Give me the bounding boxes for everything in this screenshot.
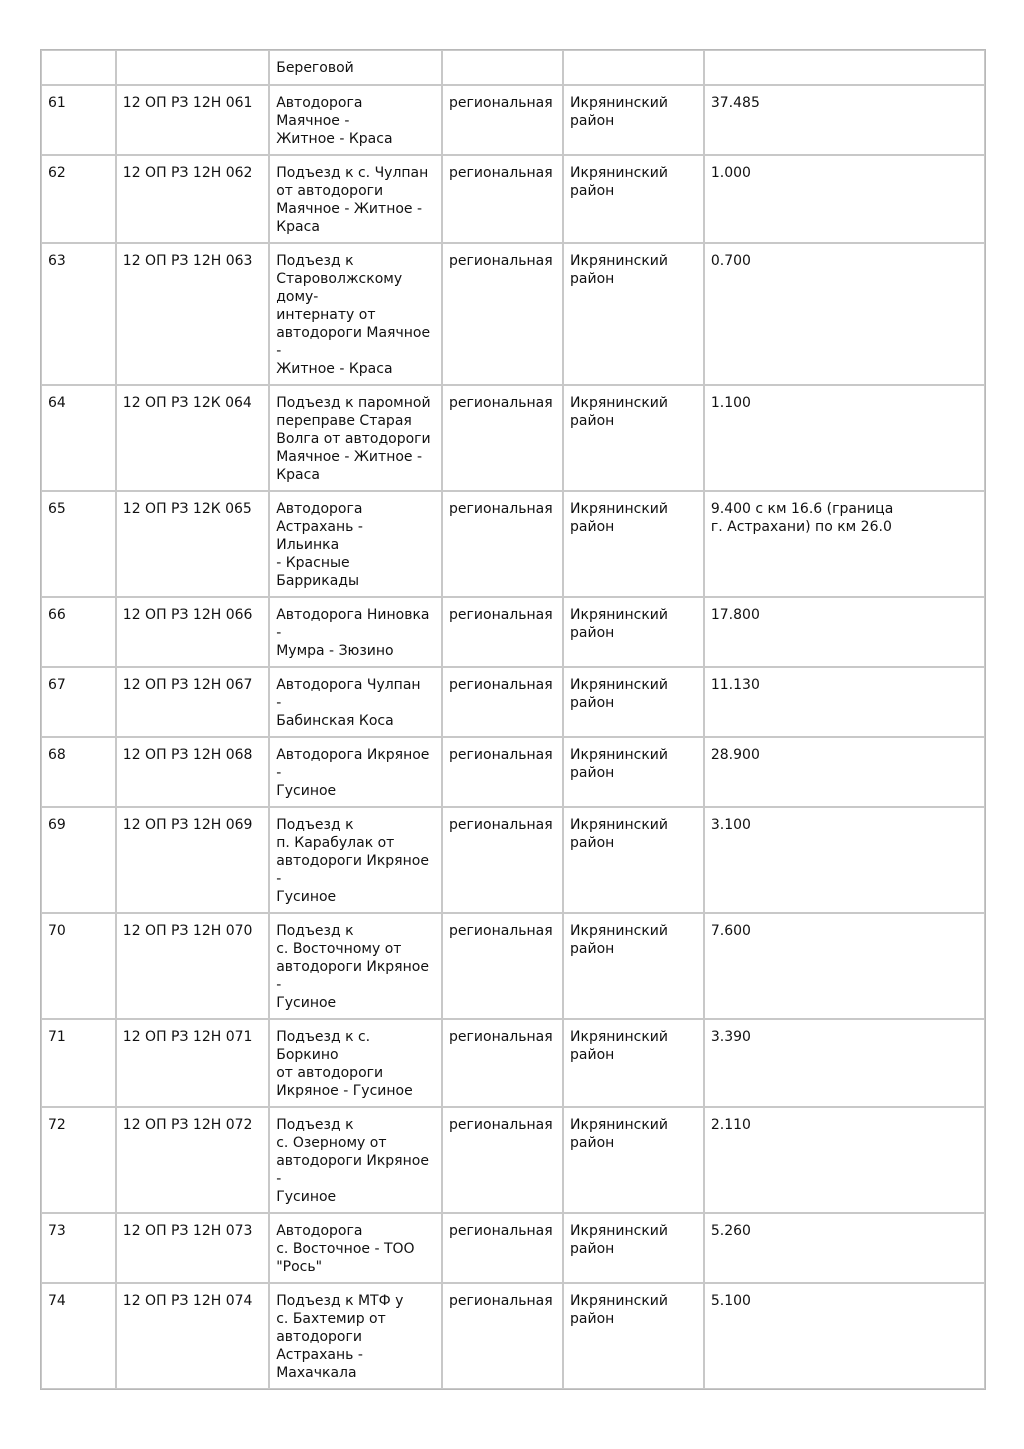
table-row	[41, 597, 985, 667]
table-row	[41, 667, 985, 737]
cell-length: 3.100	[704, 807, 985, 913]
cell-number: 63	[41, 243, 116, 385]
cell-road-code: 12 ОП РЗ 12Н 074	[116, 1283, 269, 1389]
cell-length: 1.100	[704, 385, 985, 491]
cell-road-code: 12 ОП РЗ 12Н 061	[116, 85, 269, 155]
cell-road-code: 12 ОП РЗ 12Н 067	[116, 667, 269, 737]
table-row	[41, 50, 985, 85]
cell-road-name: Автодорога с. Восточное - ТОО "Рось"	[269, 1213, 442, 1283]
cell-road-code: 12 ОП РЗ 12К 065	[116, 491, 269, 597]
cell-length: 3.390	[704, 1019, 985, 1107]
cell-road-name: Подъезд к с. Озерному от автодороги Икряное - Гусиное	[269, 1107, 442, 1213]
cell-number: 61	[41, 85, 116, 155]
cell-road-code: 12 ОП РЗ 12Н 062	[116, 155, 269, 243]
cell-district: Икрянинский район	[563, 667, 704, 737]
cell-district: Икрянинский район	[563, 243, 704, 385]
cell-length: 1.000	[704, 155, 985, 243]
cell-number	[41, 50, 116, 85]
cell-district	[563, 50, 704, 85]
table-row	[41, 385, 985, 491]
cell-road-type: региональная	[442, 243, 563, 385]
cell-road-code: 12 ОП РЗ 12Н 071	[116, 1019, 269, 1107]
cell-road-name: Автодорога Икряное - Гусиное	[269, 737, 442, 807]
cell-district: Икрянинский район	[563, 385, 704, 491]
table-row	[41, 807, 985, 913]
table-row	[41, 913, 985, 1019]
cell-road-name: Береговой	[269, 50, 442, 85]
cell-road-type: региональная	[442, 807, 563, 913]
cell-number: 68	[41, 737, 116, 807]
cell-number: 72	[41, 1107, 116, 1213]
cell-road-name: Подъезд к МТФ у с. Бахтемир от автодороги Астрахань - Махачкала	[269, 1283, 442, 1389]
cell-district: Икрянинский район	[563, 913, 704, 1019]
roads-table-body	[41, 50, 985, 1389]
cell-district: Икрянинский район	[563, 1213, 704, 1283]
cell-length	[704, 50, 985, 85]
cell-district: Икрянинский район	[563, 85, 704, 155]
cell-road-name: Автодорога Чулпан - Бабинская Коса	[269, 667, 442, 737]
cell-road-type: региональная	[442, 1019, 563, 1107]
cell-road-type: региональная	[442, 85, 563, 155]
cell-road-code: 12 ОП РЗ 12Н 073	[116, 1213, 269, 1283]
cell-road-type: региональная	[442, 491, 563, 597]
cell-number: 70	[41, 913, 116, 1019]
cell-road-name: Подъезд к с. Восточному от автодороги Икряное - Гусиное	[269, 913, 442, 1019]
cell-road-type: региональная	[442, 385, 563, 491]
cell-road-name: Подъезд к паромной переправе Старая Волга от автодороги Маячное - Житное - Краса	[269, 385, 442, 491]
cell-number: 73	[41, 1213, 116, 1283]
cell-road-type: региональная	[442, 1107, 563, 1213]
cell-length: 9.400 с км 16.6 (граница г. Астрахани) по км 26.0	[704, 491, 985, 597]
cell-district: Икрянинский район	[563, 1019, 704, 1107]
cell-length: 5.100	[704, 1283, 985, 1389]
roads-table	[40, 49, 986, 1390]
cell-road-code	[116, 50, 269, 85]
cell-number: 71	[41, 1019, 116, 1107]
cell-number: 66	[41, 597, 116, 667]
cell-road-type: региональная	[442, 1213, 563, 1283]
cell-road-code: 12 ОП РЗ 12Н 070	[116, 913, 269, 1019]
cell-district: Икрянинский район	[563, 491, 704, 597]
cell-length: 11.130	[704, 667, 985, 737]
cell-road-type	[442, 50, 563, 85]
cell-road-code: 12 ОП РЗ 12Н 063	[116, 243, 269, 385]
table-row	[41, 1213, 985, 1283]
cell-length: 5.260	[704, 1213, 985, 1283]
cell-road-type: региональная	[442, 667, 563, 737]
cell-district: Икрянинский район	[563, 155, 704, 243]
cell-length: 17.800	[704, 597, 985, 667]
cell-road-name: Автодорога Ниновка - Мумра - Зюзино	[269, 597, 442, 667]
cell-number: 62	[41, 155, 116, 243]
cell-road-code: 12 ОП РЗ 12Н 066	[116, 597, 269, 667]
cell-road-type: региональная	[442, 913, 563, 1019]
cell-road-name: Автодорога Маячное - Житное - Краса	[269, 85, 442, 155]
cell-number: 64	[41, 385, 116, 491]
cell-road-code: 12 ОП РЗ 12К 064	[116, 385, 269, 491]
cell-road-type: региональная	[442, 597, 563, 667]
cell-road-code: 12 ОП РЗ 12Н 068	[116, 737, 269, 807]
table-row	[41, 491, 985, 597]
cell-length: 28.900	[704, 737, 985, 807]
table-row	[41, 1283, 985, 1389]
cell-length: 0.700	[704, 243, 985, 385]
cell-number: 74	[41, 1283, 116, 1389]
cell-length: 2.110	[704, 1107, 985, 1213]
cell-number: 67	[41, 667, 116, 737]
table-row	[41, 1107, 985, 1213]
cell-number: 65	[41, 491, 116, 597]
table-row	[41, 243, 985, 385]
document-page	[40, 49, 986, 1390]
cell-road-code: 12 ОП РЗ 12Н 069	[116, 807, 269, 913]
cell-road-type: региональная	[442, 155, 563, 243]
cell-length: 37.485	[704, 85, 985, 155]
cell-district: Икрянинский район	[563, 1283, 704, 1389]
cell-road-name: Подъезд к с. Боркино от автодороги Икряное - Гусиное	[269, 1019, 442, 1107]
cell-length: 7.600	[704, 913, 985, 1019]
cell-road-code: 12 ОП РЗ 12Н 072	[116, 1107, 269, 1213]
cell-number: 69	[41, 807, 116, 913]
table-row	[41, 85, 985, 155]
cell-road-type: региональная	[442, 1283, 563, 1389]
table-row	[41, 737, 985, 807]
cell-road-type: региональная	[442, 737, 563, 807]
cell-road-name: Подъезд к Староволжскому дому- интернату от автодороги Маячное - Житное - Краса	[269, 243, 442, 385]
cell-district: Икрянинский район	[563, 737, 704, 807]
cell-district: Икрянинский район	[563, 597, 704, 667]
cell-district: Икрянинский район	[563, 807, 704, 913]
table-row	[41, 1019, 985, 1107]
cell-district: Икрянинский район	[563, 1107, 704, 1213]
cell-road-name: Автодорога Астрахань - Ильинка - Красные Баррикады	[269, 491, 442, 597]
cell-road-name: Подъезд к с. Чулпан от автодороги Маячное - Житное - Краса	[269, 155, 442, 243]
cell-road-name: Подъезд к п. Карабулак от автодороги Икряное - Гусиное	[269, 807, 442, 913]
table-row	[41, 155, 985, 243]
